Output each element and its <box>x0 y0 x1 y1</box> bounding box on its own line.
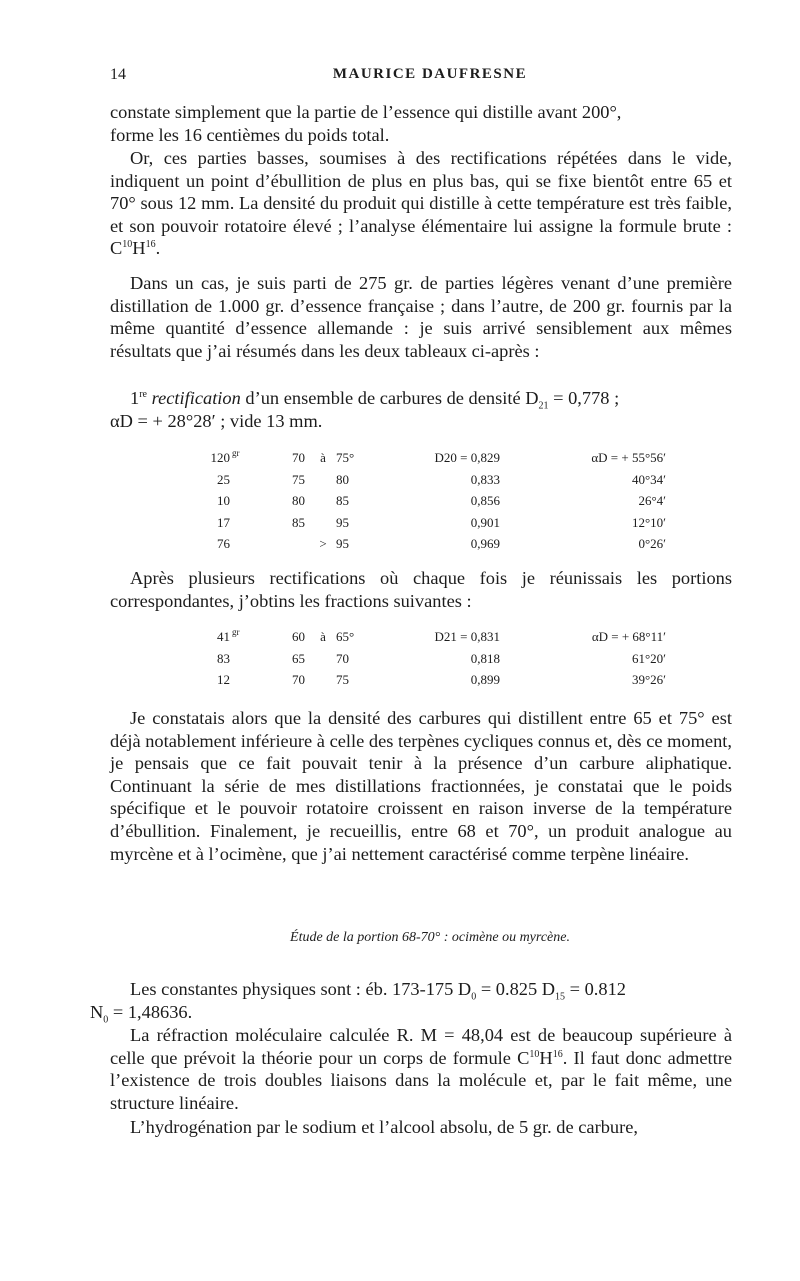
temp-to-cell: 75° <box>336 450 355 465</box>
ordinal-number: 1 <box>130 388 140 408</box>
paragraph-text: Les constantes physiques sont : éb. 173-175 D <box>130 979 472 999</box>
temp-to-cell: 75 <box>336 672 349 687</box>
rotation-cell: αD = + 68°11′ <box>591 629 666 644</box>
temp-separator-cell: à <box>320 629 326 644</box>
temp-to-cell: 65° <box>336 629 355 644</box>
table-row <box>200 512 670 534</box>
fraction-table-2 <box>200 626 670 691</box>
formula-h-index: 16 <box>552 1048 563 1060</box>
temp-from-cell: 70 <box>292 672 305 687</box>
paragraph-text: Dans un cas, je suis parti de 275 gr. de parties légères venant d’une première distillation de 1.000 gr. d’essence française ; dans l’autre, de 200 gr. fournis par la même quantité d’essence allemande : je suis arrivé sensiblement aux mêmes résultats que j’ai résumés dans les deux tableaux ci-après : <box>110 273 732 361</box>
text-line: αD = + 28°28′ ; vide 13 mm. <box>110 410 323 431</box>
paragraph-text-end: . <box>155 238 161 259</box>
quantity-cell: 120 <box>210 450 230 465</box>
unit-cell: gr <box>232 448 240 458</box>
temp-from-cell: 70 <box>292 450 305 465</box>
density-cell: 0,818 <box>470 650 500 666</box>
table-row <box>200 469 670 491</box>
paragraph-text: Or, ces parties basses, soumises à des rectifications répétées dans le vide, indiquent un point d’ébullition de plus en plus bas, qui se fixe bientôt entre 65 et 70° sous 12 mm. La densité du produit qui distille à cette température est très faible, et son pouvoir rotatoire élevé ; l’analyse élémentaire lui assigne la formule brute : C <box>110 148 732 259</box>
paragraph-conclusion <box>110 707 732 865</box>
d0-index: 0 <box>471 991 477 1003</box>
rotation-cell: 12°10′ <box>631 514 666 530</box>
paragraph-rectifications <box>110 147 732 260</box>
table-row <box>200 626 670 648</box>
paragraph-molecular-refraction <box>110 1024 732 1114</box>
temp-from-cell: 85 <box>292 514 305 530</box>
quantity-cell: 25 <box>217 471 230 487</box>
rotation-cell: 40°34′ <box>631 471 666 487</box>
density-cell: 0,833 <box>470 471 500 487</box>
temp-from-cell: 80 <box>292 493 305 508</box>
density-cell: 0,899 <box>470 672 500 687</box>
italic-term: rectification <box>151 388 241 408</box>
paragraph-hydrogenation <box>110 1116 732 1139</box>
density-index: 21 <box>538 400 549 412</box>
density-cell: D21 = 0,831 <box>434 629 500 644</box>
formula-c-index: 10 <box>529 1048 540 1060</box>
formula-h-index: 16 <box>145 239 156 251</box>
running-header <box>110 66 750 90</box>
n0-index: 0 <box>103 1014 109 1026</box>
temp-from-cell: 60 <box>292 629 305 644</box>
rotation-cell: 39°26′ <box>631 672 666 687</box>
quantity-cell: 10 <box>217 493 230 508</box>
temp-to-cell: 95 <box>336 536 349 551</box>
density-cell: D20 = 0,829 <box>434 450 500 465</box>
d15-index: 15 <box>555 991 566 1003</box>
paragraph-text-end: = 0,778 ; <box>548 388 620 408</box>
temp-from-cell: 75 <box>292 471 305 487</box>
paragraph-continuation <box>110 101 732 146</box>
quantity-cell: 12 <box>217 672 230 687</box>
running-title: MAURICE DAUFRESNE <box>332 66 528 82</box>
refraction-symbol: N <box>90 1001 104 1022</box>
formula-c-index: 10 <box>122 239 133 251</box>
temp-to-cell: 85 <box>336 493 349 508</box>
rotation-cell: 26°4′ <box>638 493 666 508</box>
table-row <box>200 447 670 469</box>
paragraph-text-end: = 1,48636. <box>108 1001 193 1022</box>
paragraph-text: Après plusieurs rectifications où chaque fois je réunissais les portions correspondantes, j’obtins les fractions suivantes : <box>110 568 732 611</box>
temp-to-cell: 80 <box>336 471 349 487</box>
quantity-cell: 17 <box>217 514 230 530</box>
quantity-cell: 83 <box>217 650 230 666</box>
paragraph-text: = 0.825 D <box>476 979 556 999</box>
temp-from-cell: 65 <box>292 650 305 666</box>
text-line: constate simplement que la partie de l’essence qui distille avant 200°, <box>110 102 622 122</box>
fraction-table-1 <box>200 447 670 555</box>
paragraph-experiment <box>110 272 732 362</box>
table-row <box>200 648 670 670</box>
paragraph-text: La réfraction moléculaire calculée R. M = 48,04 est de beaucoup supérieure à celle que prévoit la théorie pour un corps de formule C <box>110 1025 732 1068</box>
section-caption: Étude de la portion 68-70° : ocimène ou myrcène. <box>290 930 570 945</box>
paragraph-first-rectification <box>110 387 732 432</box>
paragraph-text: = 0.812 <box>565 979 626 999</box>
table-row <box>200 490 670 512</box>
density-cell: 0,856 <box>470 493 500 508</box>
temp-to-cell: 70 <box>336 650 349 666</box>
density-cell: 0,969 <box>470 536 500 551</box>
temp-separator-cell: à <box>320 450 326 465</box>
table-row <box>200 533 670 555</box>
ordinal-suffix: re <box>139 388 147 400</box>
paragraph-text: d’un ensemble de carbures de densité D <box>240 388 539 408</box>
unit-cell: gr <box>232 627 240 637</box>
paragraph-further-rectifications <box>110 567 732 612</box>
temp-to-cell: 95 <box>336 514 349 530</box>
paragraph-text-end: . Il faut donc admettre l’existence de trois doubles liaisons dans la molécule et, par le fait même, une structure linéaire. <box>110 1047 732 1113</box>
rotation-cell: 0°26′ <box>638 536 666 551</box>
rotation-cell: αD = + 55°56′ <box>591 450 666 465</box>
quantity-cell: 76 <box>217 536 230 551</box>
paragraph-text: L’hydrogénation par le sodium et l’alcool absolu, de 5 gr. de carbure, <box>130 1117 638 1137</box>
density-cell: 0,901 <box>470 514 500 530</box>
text-line: forme les 16 centièmes du poids total. <box>110 124 390 145</box>
paragraph-constants <box>90 978 732 1026</box>
rotation-cell: 61°20′ <box>631 650 666 666</box>
formula-h: H <box>132 238 146 259</box>
page-number: 14 <box>110 66 126 83</box>
formula-h: H <box>539 1047 553 1068</box>
table-row <box>200 669 670 691</box>
temp-separator-cell: > <box>319 536 327 551</box>
quantity-cell: 41 <box>217 629 230 644</box>
paragraph-text: Je constatais alors que la densité des carbures qui distillent entre 65 et 75° est déjà notablement inférieure à celle des terpènes cycliques connus et, dès ce moment, je pensais que ce fait pouvait tenir à la présence d’un carbure aliphatique. Continuant la série de mes distillations fractionnées, je constatai que le poids spécifique et le pouvoir rotatoire croissent en raison inverse de la température d’ébullition. Finalement, je recueillis, entre 68 et 70°, un produit analogue au myrcène et à l’ocimène, que j’ai nettement caractérisé comme terpène linéaire. <box>110 708 732 864</box>
